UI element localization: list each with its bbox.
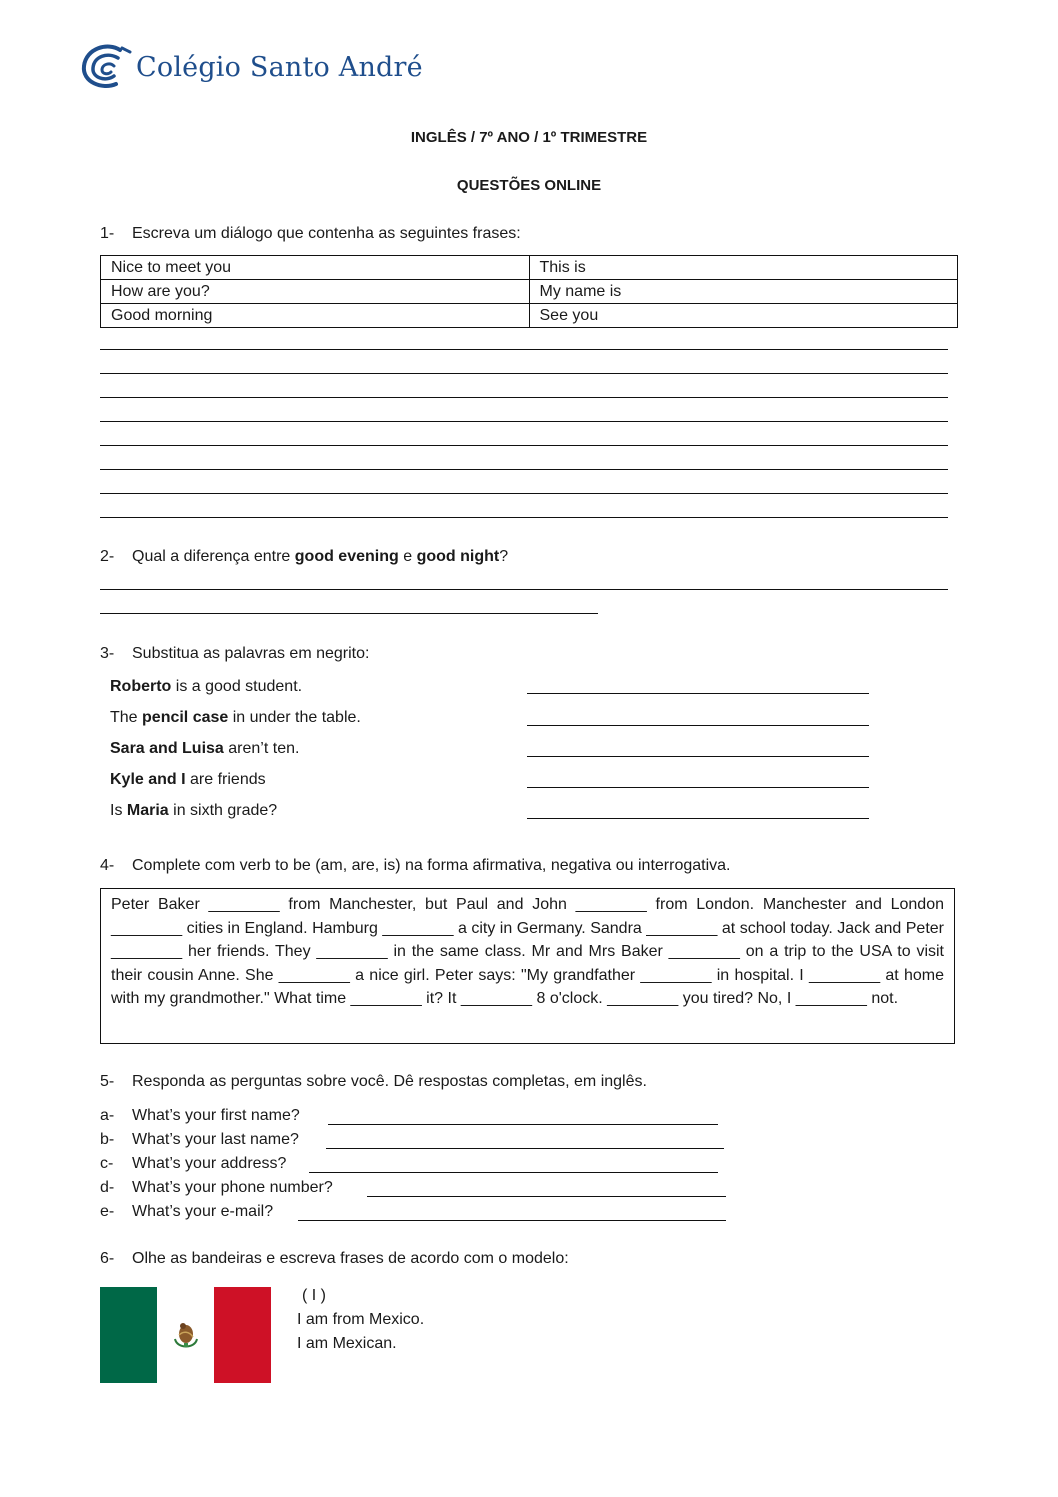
- item-label: a-: [100, 1107, 115, 1124]
- question-text: Qual a diferença entre: [132, 548, 295, 565]
- answer-line[interactable]: [298, 1220, 726, 1221]
- sentence-item: [110, 771, 266, 789]
- question-text: Substitua as palavras em negrito:: [132, 645, 370, 662]
- bold-term: Roberto: [110, 678, 172, 695]
- flag-green-band: [100, 1287, 157, 1383]
- table-row: [101, 304, 958, 328]
- answer-line[interactable]: [309, 1172, 718, 1173]
- answer-line[interactable]: [527, 693, 869, 694]
- answer-line[interactable]: [100, 517, 948, 518]
- item-label: c-: [100, 1155, 114, 1172]
- sentence-item: [110, 740, 299, 758]
- table-cell: Good morning: [101, 304, 530, 328]
- question-number: 1-: [100, 225, 115, 242]
- sentence-text: The: [110, 709, 143, 726]
- answer-line[interactable]: [100, 493, 948, 494]
- answer-line[interactable]: [100, 349, 948, 350]
- table-cell: See you: [529, 304, 958, 328]
- school-name: Colégio Santo André: [136, 52, 423, 83]
- answer-line[interactable]: [367, 1196, 726, 1197]
- answer-line[interactable]: [326, 1148, 724, 1149]
- sentence-text: aren’t ten.: [223, 740, 300, 757]
- answer-line[interactable]: [527, 725, 869, 726]
- bold-term: Maria: [126, 802, 169, 819]
- model-sentence: I am from Mexico.: [297, 1311, 425, 1328]
- page-subtitle: QUESTÕES ONLINE: [456, 177, 602, 194]
- table-cell: Nice to meet you: [101, 256, 530, 280]
- question-number: 3-: [100, 645, 115, 662]
- bold-term: pencil case: [142, 709, 229, 726]
- question-3: [100, 645, 369, 663]
- table-cell: My name is: [529, 280, 958, 304]
- item-label: d-: [100, 1179, 115, 1196]
- item-label: b-: [100, 1131, 115, 1148]
- bold-term: good evening: [294, 548, 399, 565]
- phrases-table: [100, 255, 958, 328]
- table-row: [101, 280, 958, 304]
- sentence-text: are friends: [185, 771, 266, 788]
- table-row: [101, 256, 958, 280]
- answer-line[interactable]: [100, 589, 948, 590]
- question-number: 2-: [100, 548, 115, 565]
- mexico-coat-of-arms-icon: [171, 1317, 201, 1353]
- answer-line[interactable]: [328, 1124, 718, 1125]
- sentence-item: [110, 802, 277, 820]
- item-question: What’s your e-mail?: [132, 1203, 274, 1220]
- question-5: [100, 1073, 647, 1091]
- model-pronoun: ( I ): [302, 1287, 326, 1304]
- item-question: What’s your address?: [132, 1155, 287, 1172]
- flag-white-band: [157, 1287, 214, 1383]
- sentence-text: is a good student.: [171, 678, 303, 695]
- answer-line[interactable]: [100, 421, 948, 422]
- item-label: e-: [100, 1203, 115, 1220]
- question-6: [100, 1250, 569, 1268]
- question-number: 6-: [100, 1250, 115, 1267]
- answer-line[interactable]: [100, 469, 948, 470]
- answer-line[interactable]: [100, 397, 948, 398]
- answer-line[interactable]: [527, 818, 869, 819]
- sentence-text: in sixth grade?: [168, 802, 278, 819]
- question-text: Olhe as bandeiras e escreva frases de acordo com o modelo:: [132, 1250, 569, 1267]
- answer-line[interactable]: [100, 445, 948, 446]
- question-1: [100, 225, 521, 243]
- answer-item: [100, 1131, 299, 1149]
- sentence-text: in under the table.: [228, 709, 361, 726]
- question-text: Responda as perguntas sobre você. Dê respostas completas, em inglês.: [132, 1073, 647, 1090]
- mexico-flag: [100, 1287, 271, 1383]
- page-title: INGLÊS / 7º ANO / 1º TRIMESTRE: [410, 129, 648, 146]
- question-text: ?: [499, 548, 509, 565]
- bold-term: Sara and Luisa: [110, 740, 224, 757]
- question-2: [100, 548, 508, 566]
- bold-term: Kyle and I: [110, 771, 186, 788]
- bold-term: good night: [416, 548, 500, 565]
- answer-item: [100, 1155, 286, 1173]
- question-number: 4-: [100, 857, 115, 874]
- answer-item: [100, 1179, 333, 1197]
- question-text: Escreva um diálogo que contenha as seguintes frases:: [132, 225, 521, 242]
- question-number: 5-: [100, 1073, 115, 1090]
- answer-line[interactable]: [100, 373, 948, 374]
- question-4: [100, 857, 730, 875]
- item-question: What’s your last name?: [132, 1131, 299, 1148]
- sentence-item: [110, 709, 361, 727]
- flag-red-band: [214, 1287, 271, 1383]
- passage-box[interactable]: Peter Baker ________ from Manchester, but Paul and John ________ from London. Manchester and London ________ cities in England. Hamburg ________ a city in Germany. Sandra ________ at school today. Jack and Peter ________ her friends. They ________ in the same class. Mr and Mrs Baker ________ on a trip to the USA to visit their cousin Anne. She ________ a nice girl. Peter says: "My grandfather ________ in hospital. I ________ at home with my grandmother." What time ________ it? It ________ 8 o'clock. ________ you tired? No, I ________ not.: [100, 888, 955, 1044]
- item-question: What’s your first name?: [132, 1107, 300, 1124]
- sentence-item: [110, 678, 302, 696]
- item-question: What’s your phone number?: [132, 1179, 333, 1196]
- answer-line[interactable]: [100, 613, 598, 614]
- answer-line[interactable]: [527, 787, 869, 788]
- answer-item: [100, 1203, 273, 1221]
- model-sentence: I am Mexican.: [297, 1335, 397, 1352]
- question-text: Complete com verb to be (am, are, is) na forma afirmativa, negativa ou interrogativa.: [132, 857, 731, 874]
- sentence-text: Is: [110, 802, 127, 819]
- question-text: e: [398, 548, 417, 565]
- answer-item: [100, 1107, 300, 1125]
- school-logo-icon: [80, 42, 136, 94]
- answer-line[interactable]: [527, 756, 869, 757]
- table-cell: How are you?: [101, 280, 530, 304]
- table-cell: This is: [529, 256, 958, 280]
